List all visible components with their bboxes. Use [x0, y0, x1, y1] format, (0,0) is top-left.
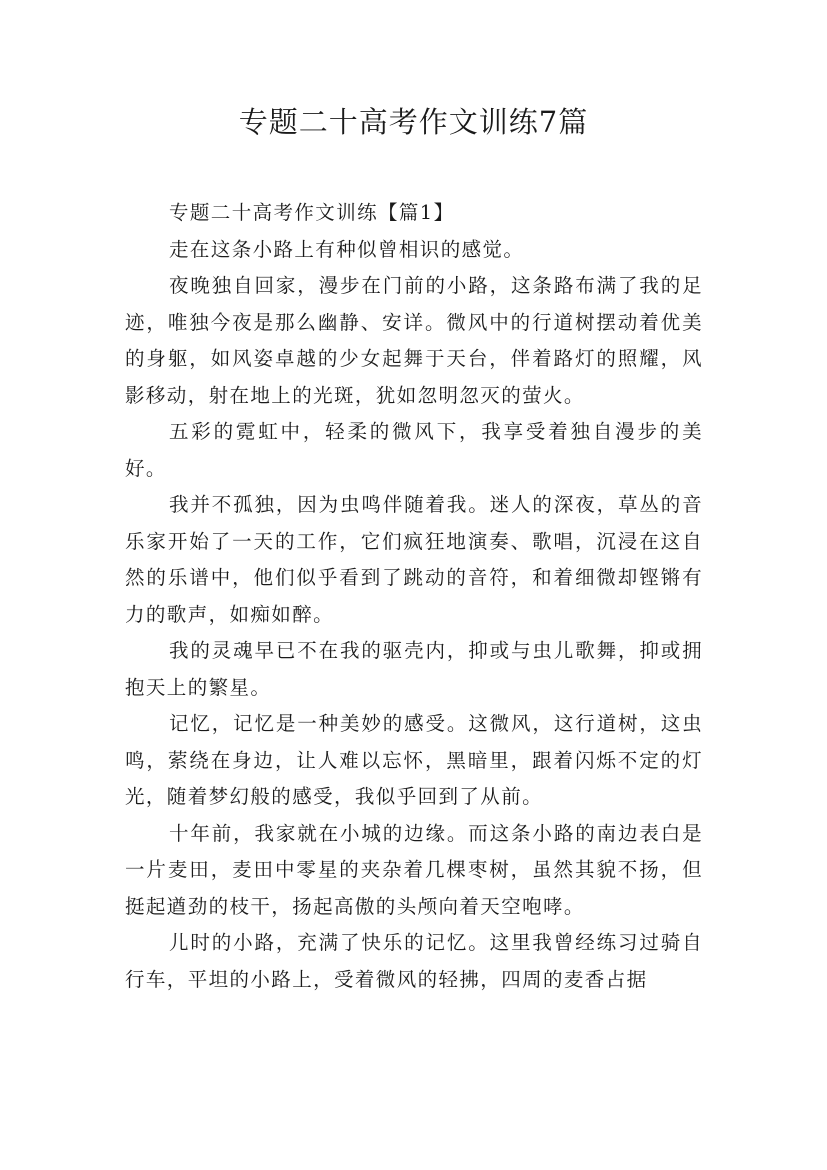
document-body: [125, 195, 703, 998]
paragraph: 儿时的小路，充满了快乐的记忆。这里我曾经练习过骑自行车，平坦的小路上，受着微风的轻拂，四周的麦香占据: [125, 931, 703, 991]
paragraph-heading: 专题二十高考作文训练【篇1】: [169, 201, 455, 224]
document-title: 专题二十高考作文训练7篇: [238, 105, 589, 139]
paragraph: 夜晚独自回家，漫步在门前的小路，这条路布满了我的足迹，唯独今夜是那么幽静、安详。微风中的行道树摆动着优美的身躯，如风姿卓越的少女起舞于天台，伴着路灯的照耀，风影移动，射在地上的光斑，犹如忽明忽灭的萤火。: [125, 274, 703, 407]
paragraph: 我并不孤独，因为虫鸣伴随着我。迷人的深夜，草丛的音乐家开始了一天的工作，它们疯狂地演奏、歌唱，沉浸在这自然的乐谱中，他们似乎看到了跳动的音符，和着细微却铿锵有力的歌声，如痴如醉。: [125, 493, 703, 626]
paragraph: 走在这条小路上有种似曾相识的感觉。: [169, 237, 525, 261]
paragraph: 记忆，记忆是一种美妙的感受。这微风，这行道树，这虫鸣，萦绕在身边，让人难以忘怀，黑暗里，跟着闪烁不定的灯光，随着梦幻般的感受，我似乎回到了从前。: [125, 712, 703, 808]
paragraph: 五彩的霓虹中，轻柔的微风下，我享受着独自漫步的美好。: [125, 420, 703, 480]
paragraph: 我的灵魂早已不在我的驱壳内，抑或与虫儿歌舞，抑或拥抱天上的繁星。: [125, 639, 703, 699]
paragraph: 十年前，我家就在小城的边缘。而这条小路的南边表白是一片麦田，麦田中零星的夹杂着几棵枣树，虽然其貌不扬，但挺起遒劲的枝干，扬起高傲的头颅向着天空咆哮。: [125, 821, 703, 918]
